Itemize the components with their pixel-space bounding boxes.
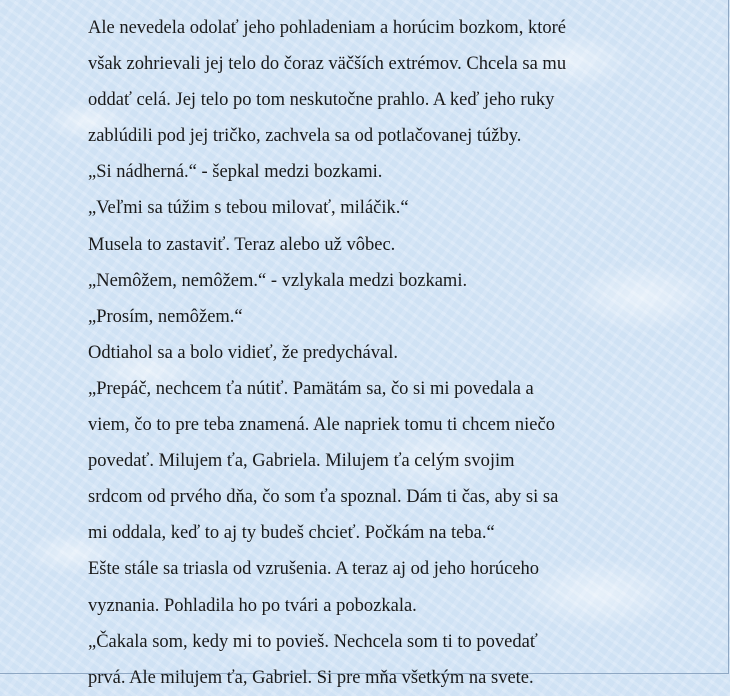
text-line: oddať celá. Jej telo po tom neskutočne prahlo. A keď jeho ruky bbox=[88, 90, 555, 111]
text-line: „Čakala som, kedy mi to povieš. Nechcela som ti to povedať bbox=[88, 631, 538, 652]
text-line: povedať. Milujem ťa, Gabriela. Milujem ťa celým svojim bbox=[88, 451, 515, 472]
text-line: Odtiahol sa a bolo vidieť, že predychával. bbox=[88, 342, 398, 363]
text-line: Ale nevedela odolať jeho pohladeniam a horúcim bozkom, ktoré bbox=[88, 18, 566, 38]
text-line: „Nemôžem, nemôžem.“ - vzlykala medzi bozkami. bbox=[88, 270, 468, 291]
text-line: viem, čo to pre teba znamená. Ale napriek tomu ti chcem niečo bbox=[88, 415, 555, 436]
text-line: „Veľmi sa túžim s tebou milovať, miláčik.“ bbox=[88, 198, 409, 219]
text-line: „Prepáč, nechcem ťa nútiť. Pamätám sa, čo si mi povedala a bbox=[88, 378, 534, 399]
text-line: zablúdili pod jej tričko, zachvela sa od potlačovanej túžby. bbox=[88, 126, 522, 147]
text-line: mi oddala, keď to aj ty budeš chcieť. Počkám na teba.“ bbox=[88, 523, 495, 544]
document-body bbox=[88, 10, 648, 696]
text-line: však zohrievali jej telo do čoraz väčších extrémov. Chcela sa mu bbox=[88, 54, 567, 75]
text-line: „Prosím, nemôžem.“ bbox=[88, 306, 243, 327]
text-line: srdcom od prvého dňa, čo som ťa spoznal. Dám ti čas, aby si sa bbox=[88, 487, 559, 508]
text-line: vyznania. Pohladila ho po tvári a pobozkala. bbox=[88, 595, 417, 616]
text-line: „Si nádherná.“ - šepkal medzi bozkami. bbox=[88, 162, 383, 183]
text-line: Ešte stále sa triasla od vzrušenia. A teraz aj od jeho horúceho bbox=[88, 559, 540, 580]
text-line: Musela to zastaviť. Teraz alebo už vôbec. bbox=[88, 234, 396, 255]
text-line: prvá. Ale milujem ťa, Gabriel. Si pre mňa všetkým na svete. bbox=[88, 667, 534, 688]
